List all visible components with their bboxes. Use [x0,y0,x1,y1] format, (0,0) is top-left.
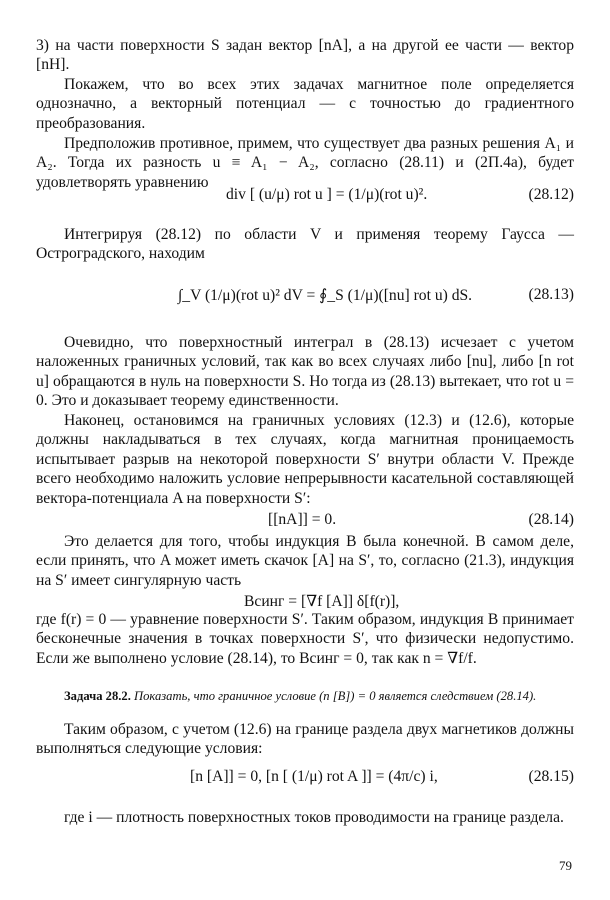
paragraph-7: Это делается для того, чтобы индукция B была конечной. В самом деле, если принять, что A может иметь скачок [A] на S′, то, согласно (21.3), индукция на S′ имеет сингулярную часть [36,533,574,589]
equation-28-13 [36,286,574,316]
equation-formula: div [ (u/μ) rot u ] = (1/μ)(rot u)². [226,186,428,203]
paragraph-6: Наконец, остановимся на граничных условиях (12.3) и (12.6), которые должны накладываться в тех случаях, когда магнитная проницаемость испытывает разрыв на некоторой поверхности S′ внутри области V. Прежде всего необходимо наложить условие непрерывности касательной составляющей вектора-потенциала A на поверхности S′: [36,412,574,507]
equation-formula: [n [A]] = 0, [n [ (1/μ) rot A ]] = (4π/c) i, [190,768,438,785]
page-number: 79 [559,858,572,873]
paragraph-8: где f(r) = 0 — уравнение поверхности S′. Таким образом, индукция B принимает бесконечные значения в точках поверхности S′, что физически недопустимо. Если же выполнено условие (28.14), то Bсинг = 0, так как n = ∇f/f. [36,611,574,667]
equation-number: (28.14) [528,511,574,528]
paragraph-4: Интегрируя (28.12) по области V и применяя теорему Гаусса — Остроградского, находим [36,226,574,263]
task-28-2 [64,689,574,704]
equation-formula: ∫_V (1/μ)(rot u)² dV = ∮_S (1/μ)([nu] rot u) dS. [178,287,473,304]
paragraph-5: Очевидно, что поверхностный интеграл в (28.13) исчезает с учетом наложенных граничных условий, так как во всех случаях либо [nu], либо [n rot u] обращаются в нуль на поверхности S. Но тогда из (28.13) вытекает, что rot u = 0. Это и доказывает теорему единственности. [36,334,574,410]
task-label: Задача 28.2. [64,689,131,703]
paragraph-9: Таким образом, с учетом (12.6) на границе раздела двух магнетиков должны выполняться следующие условия: [36,721,574,758]
equation-number: (28.15) [528,768,574,785]
equation-28-15 [36,768,574,798]
paragraph-3: Предположив противное, примем, что существует два разных решения A₁ и A₂. Тогда их разность u ≡ A₁ − A₂, согласно (28.11) и (2П.4а), будет удовлетворять уравнению [36,135,574,191]
equation-formula: [[nA]] = 0. [268,511,337,528]
equation-number: (28.13) [528,286,574,303]
paragraph-2: Покажем, что во всех этих задачах магнитное поле определяется однозначно, а векторный потенциал — с точностью до градиентного преобразования. [36,76,574,132]
equation-formula: Bсинг = [∇f [A]] δ[f(r)], [244,593,400,610]
paragraph-10: где i — плотность поверхностных токов проводимости на границе раздела. [64,809,564,826]
task-text: Показать, что граничное условие (n [B]) = 0 является следствием (28.14). [134,689,537,703]
equation-number: (28.12) [528,186,574,203]
paragraph-1: 3) на части поверхности S задан вектор [nA], а на другой ее части — вектор [nH]. [36,37,574,74]
equation-28-12 [36,186,574,216]
